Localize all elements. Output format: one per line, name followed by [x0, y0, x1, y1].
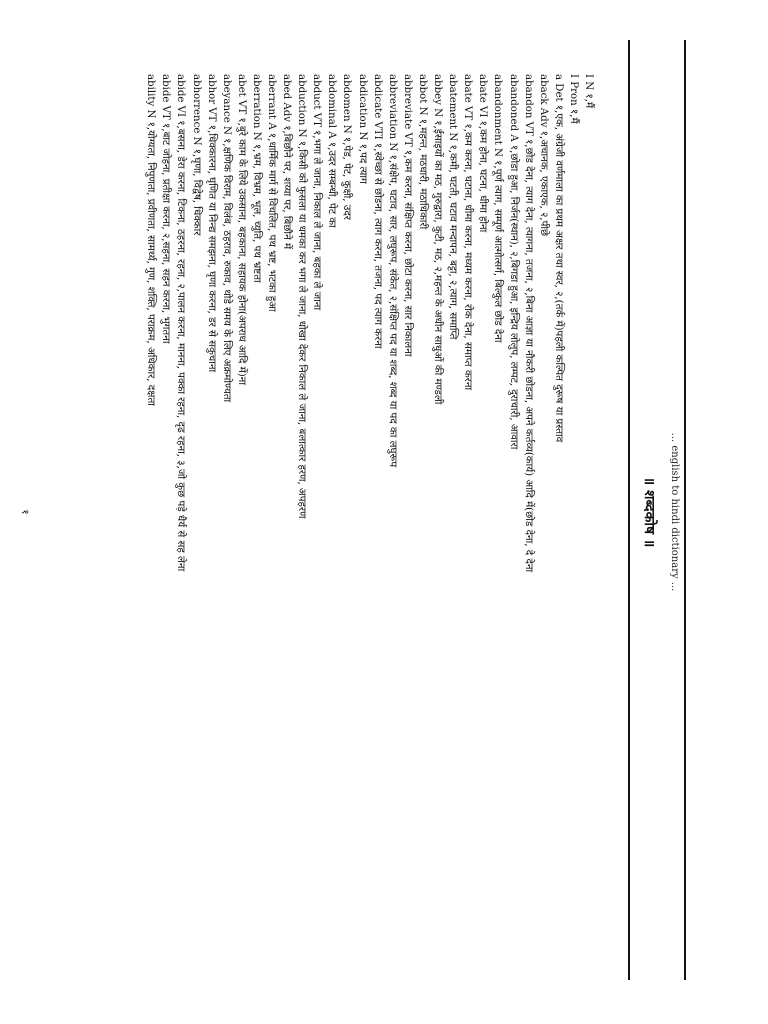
dictionary-entry: abandonment N १,पूर्ण त्याग, सम्पूर्ण आत्मोत्सर्ग, बिल्कुल छोड देना [492, 74, 504, 343]
dictionary-entry: aberrant A १,धार्मिक मार्ग से विचलित, पथ भ्रष्ट, भटका हुआ [266, 74, 278, 312]
dictionary-entry: aback Adv १,अचानक, एकाएक, २,पीछे [537, 74, 549, 237]
dictionary-entry: abatement N १,कमी, घटती, घटाव मन्दापन, बट्टा, २,त्याग, समाप्ति [447, 74, 459, 340]
dictionary-entry: abide VI १,बसना, डेरा करना, टिकना, ठहरना, रहना, २,पालन करना, मानना, पक्का रहना, दृढ रहना, ३,जो कुछ पड़े धैर्य से सह लेना [175, 74, 187, 572]
page-title: ॥ शब्दकोष ॥ [641, 476, 657, 548]
dictionary-entry: abate VI १,कम होना, घटना, धीमा होना [477, 74, 489, 233]
dictionary-entry: I Pron १,मैं [567, 74, 579, 124]
dictionary-entry: abdicate VTI १,स्वेच्छा से छोडना, त्याग करना, तजना, पद त्याग करना [371, 74, 383, 349]
dictionary-entry: abdication N १,पद त्याग [356, 74, 368, 184]
dictionary-entry: aberration N १,भ्रम, विभ्रम, भूल, च्युति, पथ भ्रष्टता [250, 74, 262, 283]
dictionary-entry: abbreviation N १,संक्षेप, घटाव, सार, लघुरूप, संकेत, २,संक्षिप्त पद या शब्द, शब्द या पद का लघुरूप [386, 74, 398, 468]
top-rule [684, 40, 686, 980]
dictionary-entry: abbey N १,ईसाइयों का मठ, गुरुद्वारा, कुटी, मठ, २,महन्त के अधीन साधुओं की मण्डली [432, 74, 444, 405]
dictionary-entry: abduct VT १,भगा ले जाना, निकाल ले जाना, बहका ले जाना [311, 74, 323, 311]
dictionary-entry: abbreviate VT १,कम करना, संक्षिप्त करना, छोटा करना, सार निकालना [401, 74, 413, 357]
entry-list [143, 74, 596, 1004]
dictionary-entry: abduction N १,किसी को फुसला या धमका कर भगा ले जाना, धोखा देकर निकाल ले जाना, बलात्कार हरण, अपहरण [296, 74, 308, 519]
dictionary-entry: abdomen N १,पेड, पेट, कुक्षी, उदर [341, 74, 353, 220]
page-number: १ [19, 509, 30, 515]
dictionary-entry: abeyance N १,क्षणिक विराम, विलंब, ठहराव, रुकाव, थोडे समय के लिए अक्रमोण्यता [220, 74, 232, 403]
dictionary-entry: abet VT १,बुरे काम के लिये उकसाना, बहकाना, सहायक होना(अपराध आदि में)ना [235, 74, 247, 385]
dictionary-entry: abide VT १,बाट जोहना, प्रतीक्षा करना, २,सहना, सहन करना, भुगतना [160, 74, 172, 344]
dictionary-entry: a Det १,एक, अंग्रेजी वर्णमाला का प्रथम अक्षर तथा स्वर, २,(तर्क में)पहली कल्पित दुरूष या प्रस्ताव [552, 74, 564, 443]
bottom-rule [628, 40, 630, 980]
dictionary-entry: I N १,मैं [583, 74, 594, 109]
dictionary-entry: abhorrence N १,घृणा, विद्वेष, धिक्कार [190, 74, 202, 236]
dictionary-entry: abate VT १,कम करना, घटाना, धीमा करना, मध्यम करना, रोक देना, समाप्त करना [462, 74, 474, 391]
dictionary-entry: abdominal A १,उदर सम्बन्धी, पेट का [326, 74, 338, 228]
page-subtitle: ... english to hindi dictionary ... [669, 432, 680, 592]
dictionary-entry: abbot N १,महन्त, मठधारी, मठाधिकारी [416, 74, 428, 230]
dictionary-entry: ability N १,योग्यता, निपुणता, प्रवीणता, सामर्थ्य, गुण, शक्ति, पराक्रम, अधिकार, दक्षता [145, 74, 157, 406]
dictionary-entry: abandoned A १,छोडा हुआ, निर्जन(स्थान), २,बिगडा हुआ, इन्द्रिय लोलुप, लम्पट, दुराचारी, आवारा [507, 74, 519, 450]
dictionary-entry: abandon VT १,छोड देना, त्याग देना, त्यागना, तजना, २,बिना आज्ञा या नौकरी छोडना, अपने कर्तव्य(कार्य) आदि में(छोड देना, दे देना [522, 74, 534, 573]
dictionary-entry: abed Adv १,बिछौने पर, शय्या पर, बिछौने में [281, 74, 293, 250]
dictionary-entry: abhor VT १,धिक्कारना, घृणित या निन्द्य समझना, घृणा करना, डर से सकुचाना [205, 74, 217, 373]
